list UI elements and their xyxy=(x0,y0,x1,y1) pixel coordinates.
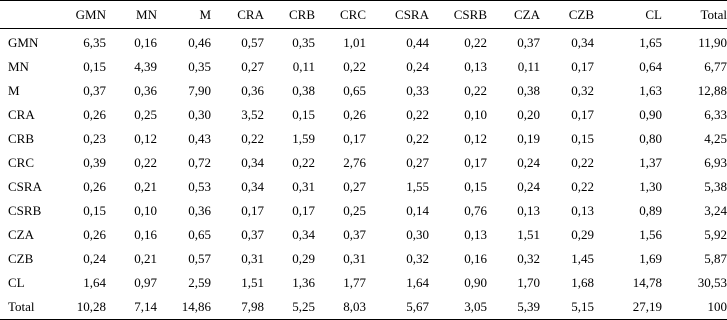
table-cell: 0,13 xyxy=(464,59,487,74)
table-cell: 5,92 xyxy=(704,227,727,242)
table-cell: 0,17 xyxy=(292,203,315,218)
table-cell: 0,22 xyxy=(464,35,487,50)
table-cell: 0,15 xyxy=(464,179,487,194)
table-cell: 6,35 xyxy=(83,35,106,50)
table-cell: 7,98 xyxy=(241,299,264,314)
table-cell: 0,65 xyxy=(343,83,366,98)
column-header: CL xyxy=(645,7,662,22)
row-label: CSRA xyxy=(8,179,42,194)
table-cell: 0,32 xyxy=(517,251,540,266)
table-row xyxy=(0,271,727,295)
table-cell: 14,86 xyxy=(181,299,211,314)
table-cell: 0,65 xyxy=(188,227,211,242)
column-header: CSRA xyxy=(395,7,429,22)
table-cell: 1,59 xyxy=(292,131,315,146)
table-cell: 0,24 xyxy=(517,155,540,170)
table-cell: 0,29 xyxy=(571,227,594,242)
table-cell: 0,17 xyxy=(464,155,487,170)
table-cell: 0,10 xyxy=(134,203,157,218)
table-cell: 0,35 xyxy=(188,59,211,74)
table-cell: 0,26 xyxy=(83,107,106,122)
table-cell: 10,28 xyxy=(76,299,106,314)
table-cell: 0,24 xyxy=(83,251,106,266)
column-header: CRA xyxy=(237,7,264,22)
table-row xyxy=(0,151,727,175)
table-cell: 0,24 xyxy=(406,59,429,74)
table-cell: 0,34 xyxy=(241,179,264,194)
table-row xyxy=(0,223,727,247)
table-cell: 0,23 xyxy=(83,131,106,146)
table-cell: 0,12 xyxy=(134,131,157,146)
column-header: CZA xyxy=(514,7,540,22)
table-cell: 0,27 xyxy=(406,155,429,170)
table-cell: 0,38 xyxy=(292,83,315,98)
table-cell: 5,38 xyxy=(704,179,727,194)
table-cell: 0,37 xyxy=(83,83,106,98)
table-cell: 0,37 xyxy=(343,227,366,242)
table-row xyxy=(0,127,727,151)
table-cell: 0,57 xyxy=(188,251,211,266)
column-header: MN xyxy=(136,7,157,22)
table-cell: 0,76 xyxy=(464,203,487,218)
table-cell: 0,21 xyxy=(134,251,157,266)
table-cell: 0,27 xyxy=(343,179,366,194)
table-cell: 0,31 xyxy=(343,251,366,266)
table-cell: 5,39 xyxy=(517,299,540,314)
table-cell: 1,37 xyxy=(639,155,662,170)
table-cell: 0,17 xyxy=(343,131,366,146)
table-cell: 1,77 xyxy=(343,275,366,290)
table-cell: 0,80 xyxy=(639,131,662,146)
row-label: M xyxy=(8,83,20,98)
table-cell: 8,03 xyxy=(343,299,366,314)
table-cell: 0,26 xyxy=(83,227,106,242)
table-cell: 1,69 xyxy=(639,251,662,266)
table-cell: 0,31 xyxy=(292,179,315,194)
table-cell: 0,16 xyxy=(134,227,157,242)
table-row xyxy=(0,295,727,320)
table-cell: 0,13 xyxy=(464,227,487,242)
table-cell: 5,15 xyxy=(571,299,594,314)
table-cell: 0,22 xyxy=(571,155,594,170)
table-cell: 0,32 xyxy=(571,83,594,98)
table-cell: 0,30 xyxy=(188,107,211,122)
table-cell: 3,24 xyxy=(704,203,727,218)
column-header: GMN xyxy=(75,7,106,22)
table-cell: 0,24 xyxy=(517,179,540,194)
table-cell: 0,11 xyxy=(292,59,315,74)
table-cell: 3,52 xyxy=(241,107,264,122)
table-cell: 1,30 xyxy=(639,179,662,194)
table-cell: 0,20 xyxy=(517,107,540,122)
table-cell: 5,87 xyxy=(704,251,727,266)
table-cell: 0,38 xyxy=(517,83,540,98)
table-cell: 3,05 xyxy=(464,299,487,314)
table-cell: 0,37 xyxy=(241,227,264,242)
table-cell: 1,64 xyxy=(83,275,106,290)
table-cell: 2,59 xyxy=(188,275,211,290)
table-cell: 1,36 xyxy=(292,275,315,290)
table-cell: 4,25 xyxy=(704,131,727,146)
table-cell: 0,29 xyxy=(292,251,315,266)
row-label: CRA xyxy=(8,107,35,122)
row-label: MN xyxy=(8,59,29,74)
table-cell: 0,12 xyxy=(464,131,487,146)
row-label: CRB xyxy=(8,131,35,146)
table-cell: 2,76 xyxy=(343,155,366,170)
table-cell: 1,51 xyxy=(517,227,540,242)
table-cell: 1,65 xyxy=(639,35,662,50)
table-cell: 0,13 xyxy=(517,203,540,218)
table-cell: 0,22 xyxy=(134,155,157,170)
table-cell: 0,22 xyxy=(343,59,366,74)
table-cell: 0,26 xyxy=(343,107,366,122)
table-cell: 0,22 xyxy=(241,131,264,146)
row-label: CRC xyxy=(8,155,35,170)
table-row xyxy=(0,175,727,199)
table-cell: 7,90 xyxy=(188,83,211,98)
table-cell: 0,15 xyxy=(83,59,106,74)
table-cell: 1,64 xyxy=(406,275,429,290)
table-cell: 0,89 xyxy=(639,203,662,218)
table-cell: 1,45 xyxy=(571,251,594,266)
table-cell: 1,68 xyxy=(571,275,594,290)
column-header: M xyxy=(199,7,211,22)
table-row xyxy=(0,79,727,103)
table-cell: 0,15 xyxy=(83,203,106,218)
table-cell: 0,34 xyxy=(292,227,315,242)
table-cell: 0,36 xyxy=(134,83,157,98)
table-cell: 0,64 xyxy=(639,59,662,74)
table-cell: 0,97 xyxy=(134,275,157,290)
table-cell: 0,15 xyxy=(571,131,594,146)
column-header: CSRB xyxy=(453,7,487,22)
table-cell: 0,31 xyxy=(241,251,264,266)
table-cell: 1,70 xyxy=(517,275,540,290)
table-row xyxy=(0,103,727,127)
table-cell: 0,57 xyxy=(241,35,264,50)
table-cell: 0,22 xyxy=(406,131,429,146)
table-cell: 27,19 xyxy=(632,299,662,314)
table-cell: 0,33 xyxy=(406,83,429,98)
table-cell: 0,36 xyxy=(241,83,264,98)
table-row xyxy=(0,29,727,56)
table-cell: 12,88 xyxy=(697,83,727,98)
table-cell: 0,39 xyxy=(83,155,106,170)
table-cell: 0,17 xyxy=(571,59,594,74)
table-cell: 7,14 xyxy=(134,299,157,314)
table-cell: 0,22 xyxy=(571,179,594,194)
table-cell: 0,16 xyxy=(134,35,157,50)
row-label: Total xyxy=(8,299,35,314)
table-cell: 6,77 xyxy=(704,59,727,74)
column-header: CRB xyxy=(288,7,315,22)
table-cell: 1,01 xyxy=(343,35,366,50)
table-cell: 100 xyxy=(707,299,727,314)
table-cell: 0,22 xyxy=(292,155,315,170)
table-cell: 0,15 xyxy=(292,107,315,122)
table-cell: 0,27 xyxy=(241,59,264,74)
table-cell: 0,22 xyxy=(464,83,487,98)
table-cell: 0,13 xyxy=(571,203,594,218)
table-cell: 0,53 xyxy=(188,179,211,194)
table-cell: 30,53 xyxy=(697,275,727,290)
table-cell: 0,19 xyxy=(517,131,540,146)
table-row xyxy=(0,199,727,223)
row-label: CSRB xyxy=(8,203,42,218)
table-row xyxy=(0,55,727,79)
table-cell: 0,26 xyxy=(83,179,106,194)
table-cell: 0,11 xyxy=(517,59,540,74)
table-cell: 0,34 xyxy=(241,155,264,170)
table-cell: 0,30 xyxy=(406,227,429,242)
table-cell: 0,10 xyxy=(464,107,487,122)
column-header: Total xyxy=(700,7,727,22)
table-body xyxy=(0,29,727,320)
table-cell: 0,22 xyxy=(406,107,429,122)
table-cell: 6,33 xyxy=(704,107,727,122)
table-cell: 0,14 xyxy=(406,203,429,218)
table-cell: 0,43 xyxy=(188,131,211,146)
row-label: GMN xyxy=(8,35,39,50)
table-cell: 11,90 xyxy=(698,35,727,50)
table-row xyxy=(0,247,727,271)
table-cell: 0,25 xyxy=(343,203,366,218)
corner-header-cell xyxy=(0,1,52,29)
table-cell: 4,39 xyxy=(134,59,157,74)
table-cell: 14,78 xyxy=(632,275,662,290)
table-cell: 0,37 xyxy=(517,35,540,50)
table-cell: 0,16 xyxy=(464,251,487,266)
table-cell: 0,35 xyxy=(292,35,315,50)
table-cell: 0,90 xyxy=(464,275,487,290)
table-cell: 0,34 xyxy=(571,35,594,50)
table-cell: 0,46 xyxy=(188,35,211,50)
table-cell: 6,93 xyxy=(704,155,727,170)
table-cell: 1,63 xyxy=(639,83,662,98)
column-header: CZB xyxy=(568,7,594,22)
table-cell: 0,17 xyxy=(571,107,594,122)
table-cell: 0,36 xyxy=(188,203,211,218)
table-cell: 0,17 xyxy=(241,203,264,218)
row-label: CZA xyxy=(8,227,34,242)
row-label: CZB xyxy=(8,251,34,266)
table-cell: 5,25 xyxy=(292,299,315,314)
table-cell: 1,56 xyxy=(639,227,662,242)
table-cell: 0,32 xyxy=(406,251,429,266)
table-cell: 0,25 xyxy=(134,107,157,122)
table-cell: 1,55 xyxy=(406,179,429,194)
column-header: CRC xyxy=(339,7,366,22)
table-cell: 0,44 xyxy=(406,35,429,50)
row-label: CL xyxy=(8,275,25,290)
table-cell: 0,90 xyxy=(639,107,662,122)
table-cell: 1,51 xyxy=(241,275,264,290)
table-cell: 0,72 xyxy=(188,155,211,170)
table-header-row xyxy=(0,1,727,29)
table-cell: 5,67 xyxy=(406,299,429,314)
table-cell: 0,21 xyxy=(134,179,157,194)
